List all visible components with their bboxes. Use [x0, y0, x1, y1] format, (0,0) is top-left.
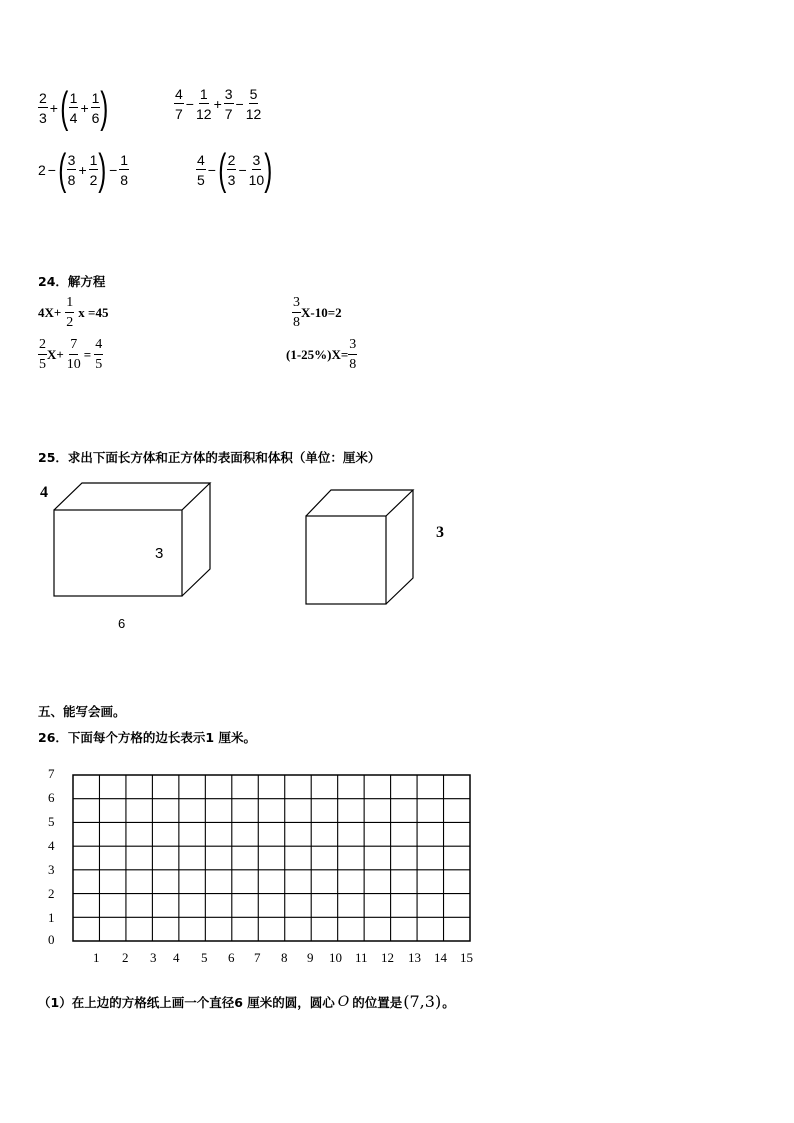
cuboid-top-face [54, 483, 210, 510]
y-label: 3 [48, 862, 55, 877]
cube-figure [300, 484, 420, 608]
fraction: $\frac{1}{6}$ [91, 90, 100, 126]
cube-front-face [306, 516, 386, 604]
fraction: $\frac{3}{8}$ [349, 337, 357, 372]
x-label: 3 [150, 950, 157, 965]
x-label: 11 [355, 950, 368, 965]
x-label: 10 [329, 950, 342, 965]
x-label: 15 [460, 950, 473, 965]
fraction: $\frac{1}{2}$ [66, 295, 74, 330]
center-symbol: O [337, 993, 350, 1010]
fraction: $\frac{4}{7}$ [175, 86, 183, 122]
x-label: 8 [281, 950, 288, 965]
cube-side-face [386, 490, 413, 604]
x-label: 7 [254, 950, 261, 965]
expr-1: $\frac{2}{3}$ + ( $\frac{1}{4}$ + $\frac{1}{6}$ ) [39, 83, 109, 132]
cube-edge-label: 3 [436, 524, 444, 541]
y-label: 1 [48, 910, 55, 925]
q24-eq3: $\frac{2}{5}$ X+ $\frac{7}{10}$ = $\frac{4}{5}$ [39, 337, 103, 372]
fraction: $\frac{7}{10}$ [66, 337, 81, 372]
fraction: $\frac{3}{7}$ [224, 86, 233, 122]
center-coordinate: (7,3) [403, 992, 442, 1011]
fraction: $\frac{4}{5}$ [197, 152, 205, 188]
fraction: $\frac{1}{2}$ [89, 152, 98, 188]
grid-x-labels [70, 950, 490, 966]
expr-2: $\frac{4}{7}$ − $\frac{1}{12}$ + $\frac{3}{7}$ − $\frac{5}{12}$ [175, 86, 262, 122]
cuboid-length-label: 6 [118, 616, 126, 631]
x-label: 14 [434, 950, 447, 965]
expr-4: $\frac{4}{5}$ − ( $\frac{2}{3}$ − $\frac{3}{10}$ ) [197, 145, 273, 194]
x-label: 1 [93, 950, 100, 965]
cube-top-face [306, 490, 413, 516]
fraction: $\frac{1}{8}$ [120, 152, 129, 188]
fraction: $\frac{1}{4}$ [69, 90, 78, 126]
grid-paper[interactable] [70, 772, 474, 944]
cuboid-figure [40, 476, 230, 606]
x-label: 4 [173, 950, 180, 965]
q24-title: 24．解方程 [38, 274, 106, 289]
y-label: 4 [48, 838, 55, 853]
q24-eq4: (1-25%)X= $\frac{3}{8}$ [286, 337, 357, 372]
y-label: 0 [48, 932, 55, 947]
fraction: $\frac{2}{3}$ [227, 152, 236, 188]
q26-task-end: 。 [442, 994, 455, 1010]
q24-eq1: 4X+ $\frac{1}{2}$ x =45 [38, 295, 109, 330]
expr-3: 2 − ( $\frac{3}{8}$ + $\frac{1}{2}$ ) − $\frac{1}{8}$ [38, 145, 129, 194]
q26-title: 26．下面每个方格的边长表示1 厘米。 [38, 730, 256, 745]
fraction: $\frac{3}{8}$ [67, 152, 76, 188]
y-label: 5 [48, 814, 55, 829]
cuboid-side-face [182, 483, 210, 596]
x-label: 6 [228, 950, 235, 965]
cuboid-height-label: 3 [155, 545, 164, 562]
x-label: 9 [307, 950, 314, 965]
x-label: 5 [201, 950, 208, 965]
section5-title: 五、能写会画。 [38, 704, 126, 719]
cuboid-depth-label: 4 [40, 484, 48, 501]
x-label: 12 [381, 950, 394, 965]
x-label: 13 [408, 950, 421, 965]
y-label: 2 [48, 886, 55, 901]
fraction: $\frac{2}{3}$ [39, 90, 47, 126]
grid-border [73, 775, 470, 941]
q26-task-mid: 的位置是 [352, 994, 403, 1010]
q24-eq2: $\frac{3}{8}$ X-10=2 [293, 295, 342, 330]
fraction: $\frac{3}{8}$ [293, 295, 300, 330]
x-label: 2 [122, 950, 129, 965]
fraction: $\frac{1}{12}$ [195, 86, 212, 122]
q26-task [38, 992, 455, 1011]
q26-task-text: （1）在上边的方格纸上画一个直径6 厘米的圆，圆心 [38, 994, 335, 1010]
q25-title: 25．求出下面长方体和正方体的表面积和体积（单位：厘米） [38, 450, 381, 465]
y-label: 7 [48, 766, 55, 781]
y-label: 6 [48, 790, 55, 805]
fraction: $\frac{5}{12}$ [245, 86, 262, 122]
fraction: $\frac{3}{10}$ [248, 152, 265, 188]
fraction: $\frac{4}{5}$ [95, 337, 103, 372]
fraction: $\frac{2}{5}$ [39, 337, 46, 372]
